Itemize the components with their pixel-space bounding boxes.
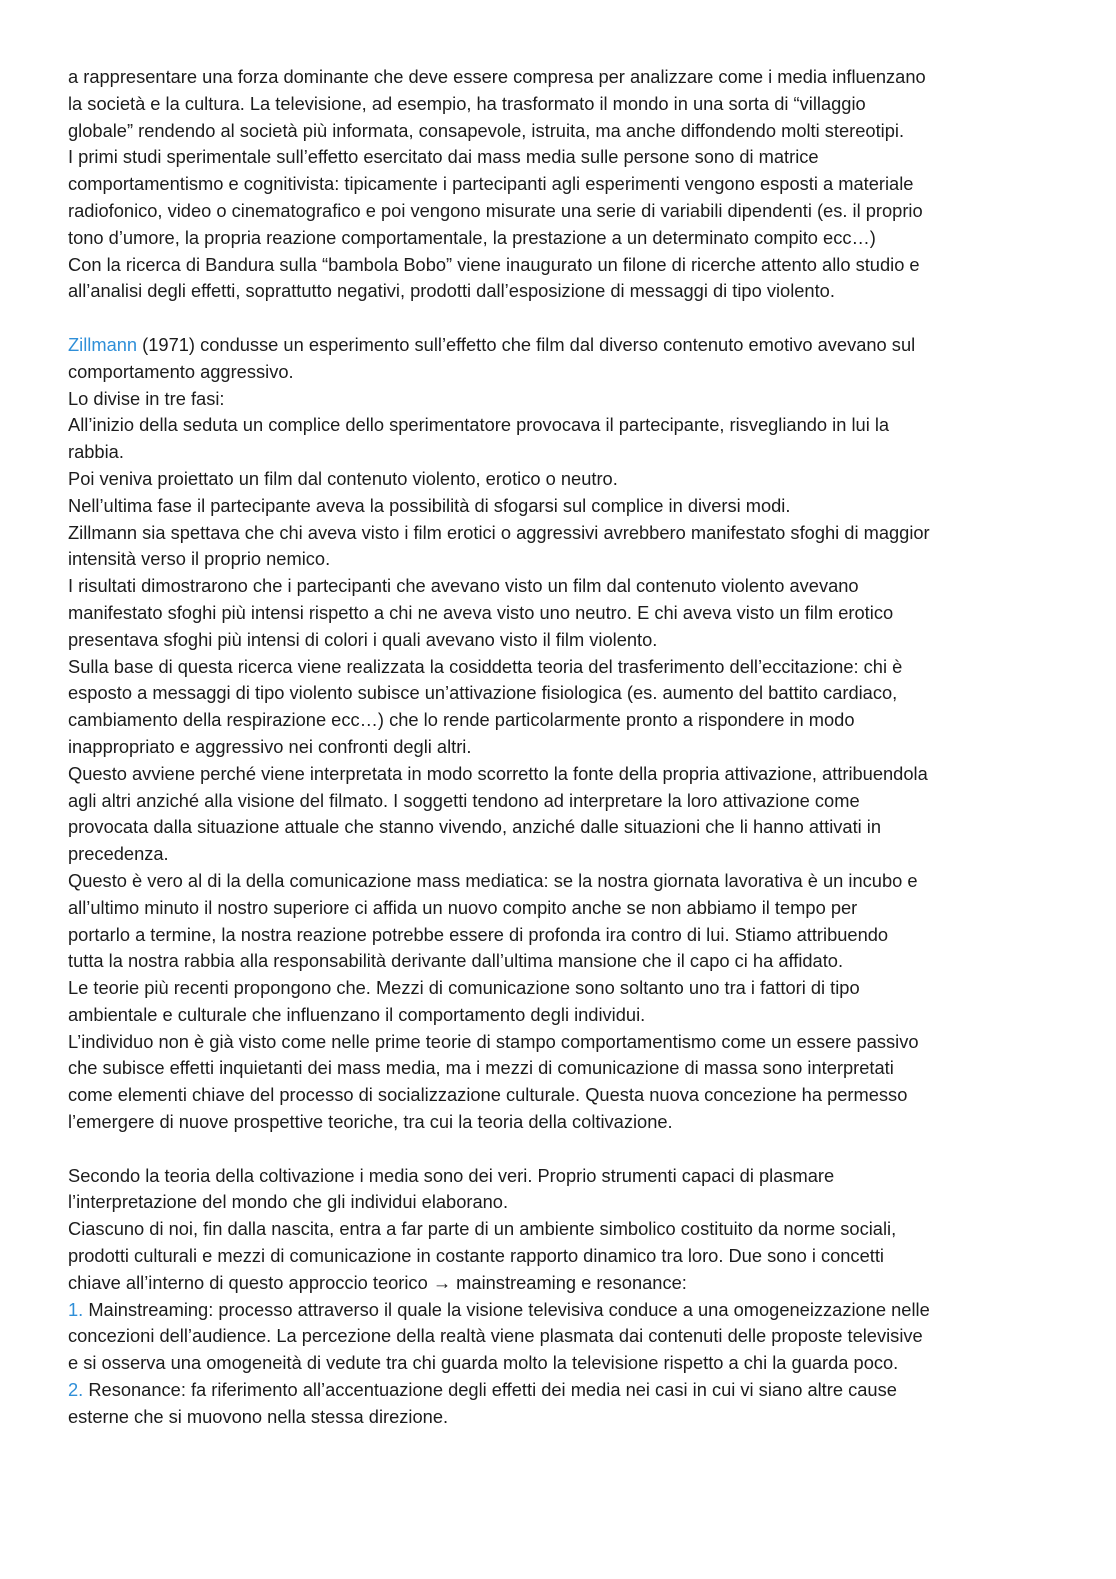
text-line: precedenza. xyxy=(68,843,169,865)
text-line: presentava sfoghi più intensi di colori i quali avevano visto il film violento. xyxy=(68,628,658,650)
text-line: ambientale e culturale che influenzano il comportamento degli individui. xyxy=(68,1003,646,1025)
text-line: Poi veniva proiettato un film dal contenuto violento, erotico o neutro. xyxy=(68,467,618,489)
text-line: intensità verso il proprio nemico. xyxy=(68,548,331,570)
list-item-mainstreaming xyxy=(68,1297,1058,1377)
blank-line xyxy=(68,305,1058,332)
list-number: 2. xyxy=(68,1379,84,1401)
text-line: che subisce effetti inquietanti dei mass media, ma i mezzi di comunicazione di massa sono interpretati xyxy=(68,1057,894,1079)
text-line: e si osserva una omogeneità di vedute tra chi guarda molto la televisione rispetto a chi la guarda poco. xyxy=(68,1352,899,1374)
text-line: provocata dalla situazione attuale che stanno vivendo, anziché dalle situazioni che li hanno attivati in xyxy=(68,816,882,838)
text-fragment: (1971) condusse un esperimento sull’effetto che film dal diverso contenuto emotivo avevano sul xyxy=(137,333,916,355)
text-line: tutta la nostra rabbia alla responsabilità derivante dall’ultima mansione che il capo ci ha affidato. xyxy=(68,950,844,972)
text-line: rabbia. xyxy=(68,441,124,463)
blank-line xyxy=(68,1136,1058,1163)
text-line: esterne che si muovono nella stessa direzione. xyxy=(68,1405,449,1427)
text-line: Con la ricerca di Bandura sulla “bambola Bobo” viene inaugurato un filone di ricerche attento allo studio e xyxy=(68,253,920,275)
paragraph-coltivazione xyxy=(68,1163,1058,1431)
text-line: Ciascuno di noi, fin dalla nascita, entra a far parte di un ambiente simbolico costituito da norme sociali, xyxy=(68,1218,897,1240)
text-line: Zillmann sia spettava che chi aveva visto i film erotici o aggressivi avrebbero manifestato sfoghi di maggior xyxy=(68,521,930,543)
text-line: radiofonico, video o cinematografico e poi vengono misurate una serie di variabili dipendenti (es. il proprio xyxy=(68,199,923,221)
text-line: comportamento aggressivo. xyxy=(68,360,294,382)
text-line xyxy=(68,1297,1058,1324)
text-line: cambiamento della respirazione ecc…) che lo rende particolarmente pronto a rispondere in modo xyxy=(68,709,855,731)
text-line: L’individuo non è già visto come nelle prime teorie di stampo comportamentismo come un essere passivo xyxy=(68,1030,919,1052)
text-line xyxy=(68,1377,1058,1404)
text-fragment: Resonance: fa riferimento all’accentuazione degli effetti dei media nei casi in cui vi siano altre cause xyxy=(83,1379,897,1401)
text-line: Secondo la teoria della coltivazione i media sono dei veri. Proprio strumenti capaci di plasmare xyxy=(68,1164,835,1186)
text-line: agli altri anziché alla visione del filmato. I soggetti tendono ad interpretare la loro attivazione come xyxy=(68,789,860,811)
text-line: l’emergere di nuove prospettive teoriche, tra cui la teoria della coltivazione. xyxy=(68,1111,673,1133)
paragraph-intro xyxy=(68,64,1058,305)
list-number: 1. xyxy=(68,1298,84,1320)
text-line: all’analisi degli effetti, soprattutto negativi, prodotti dall’esposizione di messaggi di tipo violento. xyxy=(68,280,835,302)
text-line: portarlo a termine, la nostra reazione potrebbe essere di profonda ira contro di lui. Stiamo attribuendo xyxy=(68,923,889,945)
text-line: Nell’ultima fase il partecipante aveva la possibilità di sfogarsi sul complice in diversi modi. xyxy=(68,494,791,516)
paragraph-zillmann xyxy=(68,332,1058,1136)
text-line: All’inizio della seduta un complice dello sperimentatore provocava il partecipante, risvegliando in lui la xyxy=(68,414,890,436)
text-line: esposto a messaggi di tipo violento subisce un’attivazione fisiologica (es. aumento del battito cardiaco, xyxy=(68,682,898,704)
text-line: prodotti culturali e mezzi di comunicazione in costante rapporto dinamico tra loro. Due sono i concetti xyxy=(68,1245,884,1267)
text-line: I primi studi sperimentale sull’effetto esercitato dai mass media sulle persone sono di matrice xyxy=(68,146,819,168)
text-line: globale” rendendo al società più informata, consapevole, istruita, ma anche diffondendo molti stereotipi. xyxy=(68,119,905,141)
text-line: comportamentismo e cognitivista: tipicamente i partecipanti agli esperimenti vengono esposti a materiale xyxy=(68,173,914,195)
text-line: manifestato sfoghi più intensi rispetto a chi ne aveva visto uno neutro. E chi aveva visto un film erotico xyxy=(68,601,894,623)
text-line: I risultati dimostrarono che i partecipanti che avevano visto un film dal contenuto violento avevano xyxy=(68,575,859,597)
text-line: inappropriato e aggressivo nei confronti degli altri. xyxy=(68,735,472,757)
text-line: la società e la cultura. La televisione, ad esempio, ha trasformato il mondo in una sorta di “villaggio xyxy=(68,92,866,114)
text-line: concezioni dell’audience. La percezione della realtà viene plasmata dai contenuti delle proposte televisive xyxy=(68,1325,923,1347)
zillmann-highlight: Zillmann xyxy=(68,333,138,355)
text-line: Sulla base di questa ricerca viene realizzata la cosiddetta teoria del trasferimento dell’eccitazione: chi è xyxy=(68,655,903,677)
text-line xyxy=(68,332,1058,359)
document-page xyxy=(68,64,1058,1431)
text-line: chiave all’interno di questo approccio teorico → mainstreaming e resonance: xyxy=(68,1271,687,1293)
text-line: Lo divise in tre fasi: xyxy=(68,387,225,409)
text-line: Le teorie più recenti propongono che. Mezzi di comunicazione sono soltanto uno tra i fattori di tipo xyxy=(68,977,860,999)
text-line: Questo è vero al di la della comunicazione mass mediatica: se la nostra giornata lavorativa è un incubo e xyxy=(68,869,918,891)
text-line: a rappresentare una forza dominante che deve essere compresa per analizzare come i media influenzano xyxy=(68,66,926,87)
text-line: l’interpretazione del mondo che gli individui elaborano. xyxy=(68,1191,509,1213)
list-item-resonance xyxy=(68,1377,1058,1431)
text-line: tono d’umore, la propria reazione comportamentale, la prestazione a un determinato compito ecc…) xyxy=(68,226,876,248)
text-line: come elementi chiave del processo di socializzazione culturale. Questa nuova concezione ha permesso xyxy=(68,1084,908,1106)
text-line: all’ultimo minuto il nostro superiore ci affida un nuovo compito anche se non abbiamo il tempo per xyxy=(68,896,858,918)
text-line: Questo avviene perché viene interpretata in modo scorretto la fonte della propria attivazione, attribuendola xyxy=(68,762,928,784)
text-fragment: Mainstreaming: processo attraverso il quale la visione televisiva conduce a una omogeneizzazione nelle xyxy=(83,1298,930,1320)
